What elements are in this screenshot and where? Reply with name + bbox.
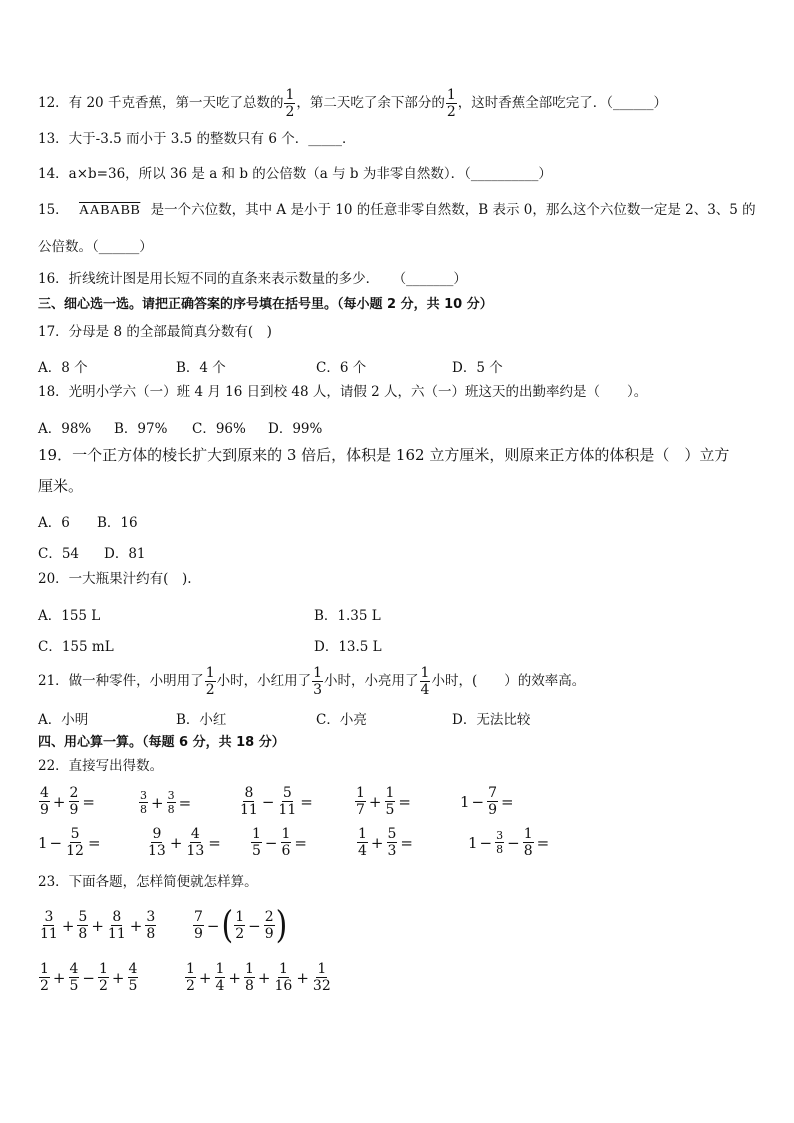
calc-expression: $\frac{8}{11}$ − $\frac{5}{11}$ = — [240, 785, 313, 818]
calc-expression: $\frac{1}{2}$ + $\frac{4}{5}$ − $\frac{1}{2}$ + $\frac{4}{5}$ — [40, 961, 138, 994]
q12-text-c: ，这时香蕉全部吃完了．（______） — [457, 95, 668, 111]
q20-option-b[interactable]: B．1.35 L — [314, 608, 381, 624]
calc-expression: $\frac{9}{13}$ + $\frac{4}{13}$ = — [148, 826, 221, 859]
q21-option-b[interactable]: B．小红 — [176, 712, 227, 728]
q17-option-a[interactable]: A．8 个 — [38, 360, 88, 376]
question-12 — [38, 88, 667, 119]
q19-option-a[interactable]: A．6 — [38, 515, 70, 531]
calc-expression: $\frac{1}{2}$ + $\frac{1}{4}$ + $\frac{1}{8}$ + $\frac{1}{16}$ + $\frac{1}{32}$ — [186, 961, 331, 994]
q20-option-a[interactable]: A．155 L — [38, 608, 101, 624]
fraction: $\frac{1}{2}$ — [446, 87, 456, 120]
question-15-line2: 公倍数。（______） — [38, 239, 153, 255]
calc-expression: 1 − $\frac{7}{9}$ = — [460, 785, 514, 818]
question-19-line2: 厘米。 — [38, 477, 84, 495]
question-19: 19．一个正方体的棱长扩大到原来的 3 倍后，体积是 162 立方厘米，则原来正方体的体积是（ ）立方 — [38, 446, 730, 464]
q19-option-b[interactable]: B．16 — [97, 515, 138, 531]
question-13: 13．大于-3.5 而小于 3.5 的整数只有 6 个．_____． — [38, 131, 356, 147]
q18-option-d[interactable]: D．99% — [268, 421, 323, 437]
q21-option-d[interactable]: D．无法比较 — [452, 712, 531, 728]
q17-option-d[interactable]: D．5 个 — [452, 360, 503, 376]
calc-expression: $\frac{7}{9}$ − ( $\frac{1}{2}$ − $\frac{2}{9}$ ) — [194, 903, 288, 948]
question-16: 16．折线统计图是用长短不同的直条来表示数量的多少． （_______） — [38, 271, 467, 287]
calc-expression: $\frac{1}{7}$ + $\frac{1}{5}$ = — [356, 785, 411, 818]
q19-option-d[interactable]: D．81 — [104, 546, 146, 562]
fraction: $\frac{1}{2}$ — [205, 665, 215, 698]
calc-expression: $\frac{3}{8}$ + $\frac{3}{8}$ = — [140, 789, 192, 816]
q12-text-b: ，第二天吃了余下部分的 — [296, 95, 445, 111]
question-20: 20．一大瓶果汁约有( ). — [38, 571, 192, 587]
fraction: $\frac{1}{3}$ — [313, 665, 323, 698]
calc-expression: 1 − $\frac{5}{12}$ = — [38, 826, 101, 859]
question-21: 21．做一种零件，小明用了 $\frac{1}{2}$ 小时，小红用了 $\frac{1}{3}$ 小时，小亮用了 $\frac{1}{4}$ 小时，( ）的效率高。 — [38, 665, 586, 698]
question-14: 14．a×b=36，所以 36 是 a 和 b 的公倍数（a 与 b 为非零自然数）．（__________） — [38, 166, 552, 182]
calc-expression: $\frac{1}{5}$ − $\frac{1}{6}$ = — [252, 826, 307, 859]
calc-expression: $\frac{4}{9}$ + $\frac{2}{9}$ = — [40, 785, 95, 818]
fraction: $\frac{1}{4}$ — [420, 665, 430, 698]
q20-option-c[interactable]: C．155 mL — [38, 639, 114, 655]
q17-option-b[interactable]: B．4 个 — [176, 360, 226, 376]
q21-option-a[interactable]: A．小明 — [38, 712, 89, 728]
question-18: 18．光明小学六（一）班 4 月 16 日到校 48 人，请假 2 人，六（一）班这天的出勤率约是（ ）。 — [38, 384, 648, 400]
question-15: 15． AABABB 是一个六位数，其中 A 是小于 10 的任意非零自然数，B 表示 0，那么这个六位数一定是 2、3、5 的 — [38, 202, 756, 218]
calc-expression: $\frac{1}{4}$ + $\frac{5}{3}$ = — [358, 826, 413, 859]
calc-expression: 1 − $\frac{3}{8}$ − $\frac{1}{8}$ = — [468, 826, 550, 859]
q19-option-c[interactable]: C．54 — [38, 546, 80, 562]
q18-option-b[interactable]: B．97% — [114, 421, 168, 437]
q12-text-a: 12．有 20 千克香蕉，第一天吃了总数的 — [38, 95, 284, 111]
q18-option-a[interactable]: A．98% — [38, 421, 92, 437]
section-4-heading: 四、用心算一算。（每题 6 分，共 18 分） — [38, 735, 285, 750]
fraction: $\frac{1}{2}$ — [285, 87, 295, 120]
question-23: 23．下面各题，怎样简便就怎样算。 — [38, 874, 258, 890]
q17-option-c[interactable]: C．6 个 — [316, 360, 367, 376]
section-3-heading: 三、细心选一选。请把正确答案的序号填在括号里。（每小题 2 分，共 10 分） — [38, 297, 493, 312]
q21-option-c[interactable]: C．小亮 — [316, 712, 367, 728]
calc-expression: $\frac{3}{11}$ + $\frac{5}{8}$ + $\frac{8}{11}$ + $\frac{3}{8}$ — [40, 909, 156, 942]
question-17: 17．分母是 8 的全部最简真分数有( ) — [38, 324, 272, 340]
q18-option-c[interactable]: C．96% — [192, 421, 246, 437]
q20-option-d[interactable]: D．13.5 L — [314, 639, 382, 655]
overlined-number: AABABB — [78, 203, 141, 218]
question-22: 22．直接写出得数。 — [38, 758, 164, 774]
